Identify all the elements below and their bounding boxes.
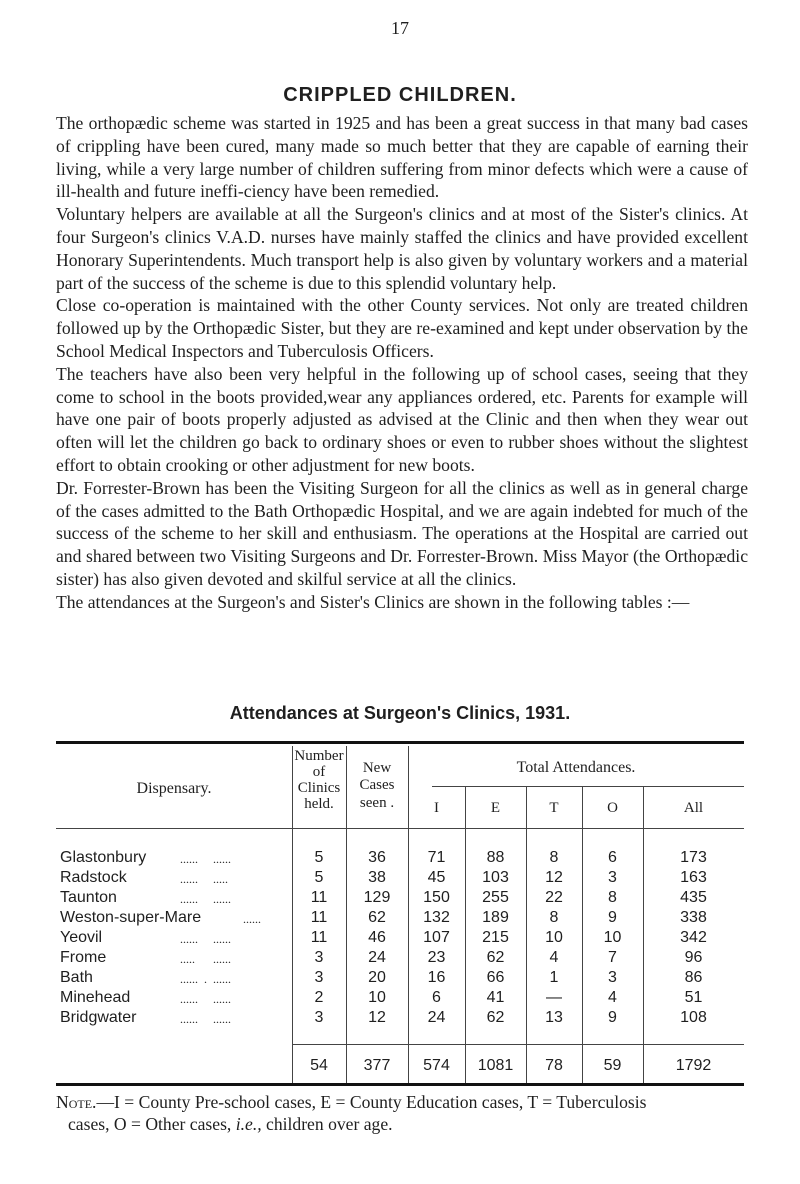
row-o: 10 xyxy=(603,929,622,946)
paragraph-2: Voluntary helpers are available at all the Surgeon's clinics and at most of the Sister's clinics. At four Surgeon's clinics V.A.D. nurses have mainly staffed the clinics and have provided excellent Honorary Superintendents. Much transport help is also given by voluntary workers and a material part of the success of the scheme is due to this splendid voluntary help. xyxy=(56,204,748,293)
row-name: Bridgwater xyxy=(60,1009,137,1026)
row-all: 435 xyxy=(680,889,707,906)
row-new: 129 xyxy=(363,889,391,906)
row-o: 9 xyxy=(608,909,617,926)
header-subrule xyxy=(432,786,744,787)
note-ie: i.e., xyxy=(235,1114,262,1134)
header-new-2: Cases xyxy=(359,777,395,793)
paragraph-6: The attendances at the Surgeon's and Sister's Clinics are shown in the following tables :— xyxy=(56,591,690,612)
header-new-3: seen . xyxy=(359,795,395,811)
header-clinics-1: Number xyxy=(294,748,344,764)
row-i: 132 xyxy=(423,909,450,926)
row-clinics: 3 xyxy=(314,949,324,966)
paragraph-3: Close co-operation is maintained with the other County services. Not only are treated children followed up by the Orthopædic Sister, but they are re-examined and kept under observation by the School Medical Inspectors and Tuberculosis Officers. xyxy=(56,295,748,361)
row-new: 38 xyxy=(368,869,386,886)
row-i: 107 xyxy=(423,929,450,946)
total-i: 574 xyxy=(423,1057,450,1074)
row-all: 108 xyxy=(680,1009,707,1026)
row-o: 9 xyxy=(608,1009,617,1026)
leader-dots: ...... ..... xyxy=(180,872,228,886)
paragraph-5: Dr. Forrester-Brown has been the Visiting Surgeon for all the clinics as well as in general charge of the cases admitted to the Bath Orthopædic Hospital, and we are again indebted for much of the success of the scheme to her skill and enthusiasm. The operations at the Hospital are carried out and shared between two Visiting Surgeons and Dr. Forrester-Brown. Miss Mayor (the Orthopædic sister) has also given devoted and skilful service at all the clinics. xyxy=(56,477,748,589)
header-clinics-4: held. xyxy=(304,796,334,812)
note-text-2: cases, O = Other cases, xyxy=(68,1114,236,1134)
row-clinics: 11 xyxy=(310,909,328,926)
header-e: E xyxy=(490,800,501,816)
row-i: 24 xyxy=(427,1009,446,1026)
row-e: 215 xyxy=(482,929,509,946)
row-clinics: 5 xyxy=(314,849,324,866)
header-i: I xyxy=(434,800,439,816)
row-i: 16 xyxy=(427,969,446,986)
header-all: All xyxy=(683,800,704,816)
header-clinics-3: Clinics xyxy=(297,780,341,796)
row-o: 3 xyxy=(608,969,617,986)
row-i: 6 xyxy=(432,989,441,1006)
header-clinics-2: of xyxy=(312,764,326,780)
row-all: 173 xyxy=(680,849,707,866)
header-new-1: New xyxy=(362,760,392,776)
row-name: Minehead xyxy=(60,989,131,1006)
total-all: 1792 xyxy=(675,1057,712,1074)
row-all: 51 xyxy=(684,989,703,1006)
leader-dots: ...... ...... xyxy=(180,992,231,1006)
row-clinics: 11 xyxy=(310,929,328,946)
note-text-3: children over age. xyxy=(261,1114,393,1134)
header-o: O xyxy=(607,800,618,816)
row-t: — xyxy=(546,989,562,1006)
row-all: 342 xyxy=(680,929,707,946)
row-i: 45 xyxy=(427,869,446,886)
total-new: 377 xyxy=(363,1057,391,1074)
row-all: 338 xyxy=(680,909,707,926)
header-dispensary: Dispensary. xyxy=(136,780,212,797)
total-t: 78 xyxy=(545,1057,563,1074)
table-top-rule xyxy=(56,741,744,744)
row-t: 22 xyxy=(545,889,563,906)
row-new: 10 xyxy=(368,989,386,1006)
leader-dots: ...... ...... xyxy=(180,932,231,946)
row-new: 46 xyxy=(368,929,386,946)
total-clinics: 54 xyxy=(310,1057,328,1074)
row-all: 96 xyxy=(684,949,703,966)
row-e: 62 xyxy=(486,949,505,966)
row-e: 255 xyxy=(482,889,509,906)
header-rule xyxy=(56,828,744,829)
paragraph-4: The teachers have also been very helpful in the following up of school cases, seeing that they come to school in the boots provided,wear any appliances ordered, etc. Parents for example will have one pair of boots properly adjusted as advised at the Clinic and then when they wear out often will let the children go back to ordinary shoes or even to rubber shoes without the slightest effort to obtain crooking or other adjustment for new boots. xyxy=(56,363,748,475)
row-t: 10 xyxy=(545,929,563,946)
row-e: 66 xyxy=(486,969,505,986)
row-name: Glastonbury xyxy=(60,849,147,866)
leader-dots: ...... . ...... xyxy=(180,972,231,986)
row-o: 7 xyxy=(608,949,617,966)
table-bottom-rule xyxy=(56,1083,744,1086)
page-number: 17 xyxy=(391,18,409,38)
row-i: 23 xyxy=(427,949,446,966)
total-o: 59 xyxy=(603,1057,622,1074)
row-t: 13 xyxy=(545,1009,563,1026)
row-t: 8 xyxy=(549,909,559,926)
row-all: 86 xyxy=(684,969,703,986)
row-name: Bath xyxy=(60,969,93,986)
row-new: 12 xyxy=(368,1009,386,1026)
row-new: 62 xyxy=(368,909,386,926)
row-new: 24 xyxy=(368,949,386,966)
leader-dots: ..... ...... xyxy=(180,952,231,966)
page-title: CRIPPLED CHILDREN. xyxy=(283,84,517,106)
row-name: Weston-super-Mare xyxy=(60,909,202,926)
note-label: Note. xyxy=(56,1092,97,1112)
row-t: 12 xyxy=(545,869,563,886)
row-e: 41 xyxy=(486,989,505,1006)
row-clinics: 5 xyxy=(314,869,324,886)
row-clinics: 11 xyxy=(310,889,328,906)
row-clinics: 3 xyxy=(314,1009,324,1026)
row-all: 163 xyxy=(680,869,707,886)
table-title: Attendances at Surgeon's Clinics, 1931. xyxy=(229,703,571,723)
row-name: Yeovil xyxy=(60,929,103,946)
row-e: 189 xyxy=(482,909,509,926)
row-t: 8 xyxy=(549,849,559,866)
totals-rule xyxy=(292,1044,744,1045)
row-e: 62 xyxy=(486,1009,505,1026)
row-e: 88 xyxy=(486,849,505,866)
header-total-attendances: Total Attendances. xyxy=(516,759,636,776)
row-t: 4 xyxy=(549,949,559,966)
table-note xyxy=(56,1091,756,1135)
row-new: 20 xyxy=(368,969,386,986)
paragraph-1: The orthopædic scheme was started in 1925 and has been a great success in that many bad cases of crippling have been cured, many made so much better that they are capable of earning their living, while a very large number of children suffering from minor defects which were a cause of ill-health and future ineffi-ciency have been remedied. xyxy=(56,113,748,202)
row-o: 4 xyxy=(608,989,617,1006)
total-e: 1081 xyxy=(477,1057,514,1074)
row-name: Radstock xyxy=(60,869,127,886)
body-text xyxy=(56,112,748,614)
row-o: 3 xyxy=(608,869,617,886)
row-i: 150 xyxy=(423,889,450,906)
row-clinics: 2 xyxy=(314,989,324,1006)
row-name: Taunton xyxy=(60,889,117,906)
row-clinics: 3 xyxy=(314,969,324,986)
row-new: 36 xyxy=(368,849,386,866)
row-o: 8 xyxy=(608,889,617,906)
row-o: 6 xyxy=(608,849,617,866)
row-name: Frome xyxy=(60,949,107,966)
row-i: 71 xyxy=(427,849,446,866)
row-t: 1 xyxy=(549,969,559,986)
leader-dots: ...... ...... xyxy=(180,892,231,906)
leader-dots: ...... ...... xyxy=(180,852,231,866)
leader-dots: ...... xyxy=(243,912,261,926)
header-t: T xyxy=(549,800,559,816)
leader-dots: ...... ...... xyxy=(180,1012,231,1026)
note-text-1: —I = County Pre-school cases, E = County Education cases, T = Tuberculosis xyxy=(96,1092,647,1112)
row-e: 103 xyxy=(482,869,509,886)
